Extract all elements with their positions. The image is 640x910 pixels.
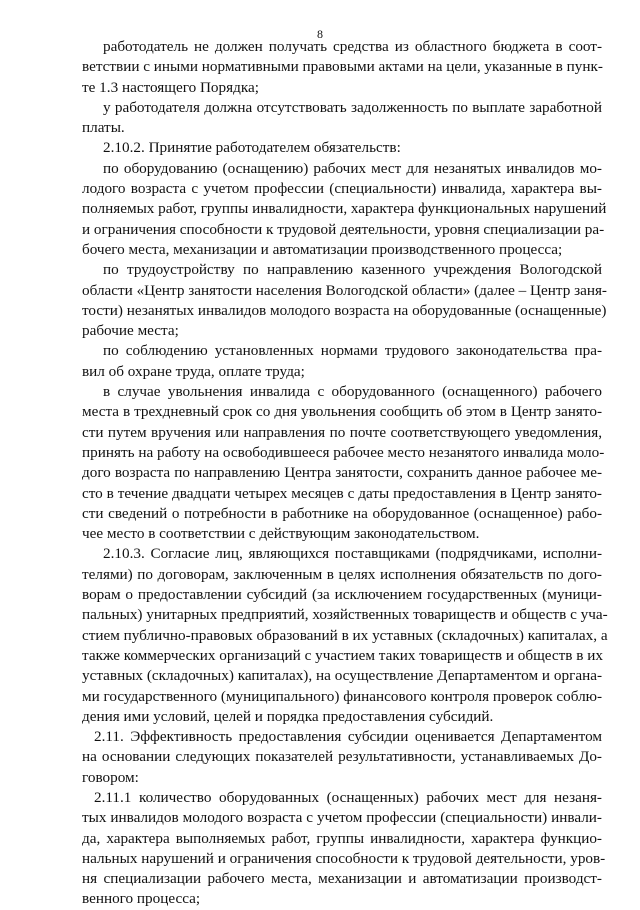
text-line: на основании следующих показателей результативности, устанавливаемых До- (82, 748, 602, 766)
text-line: стием публично-правовых образований в их уставных (складочных) капиталах, а (82, 626, 608, 644)
text-line: по соблюдению установленных нормами трудового законодательства пра- (103, 342, 602, 360)
text-line: сти сведений о потребности в работнике на оборудованное (оснащенное) рабо- (82, 504, 602, 522)
text-line: ветствии с иными нормативными правовыми актами на цели, указанные в пунк- (82, 58, 603, 76)
text-line: ня специализации рабочего места, механизации и автоматизации производст- (82, 870, 602, 888)
page-number: 8 (317, 27, 323, 41)
text-line: сто в течение двадцати четырех месяцев с даты предоставления в Центр занято- (82, 484, 602, 502)
text-line: нальных нарушений и ограничения способности к трудовой деятельности, уров- (82, 849, 606, 867)
text-line: дого возраста по направлению Центра занятости, сохранить данное рабочее ме- (82, 464, 602, 482)
text-line: дения ими условий, целей и порядка предоставления субсидий. (82, 707, 494, 725)
text-line: области «Центр занятости населения Вологодской области» (далее – Центр заня- (82, 281, 607, 299)
text-line: платы. (82, 119, 125, 137)
text-line: ворам о предоставлении субсидий (за исключением государственных (муници- (82, 586, 602, 604)
text-line: да, характера выполняемых работ, группы инвалидности, характера функцио- (82, 829, 602, 847)
text-line: чее место в соответствии с действующим законодательством. (82, 525, 480, 543)
text-line: тых инвалидов молодого возраста с учетом профессии (специальности) инвали- (82, 809, 602, 827)
text-line: уставных (складочных) капиталах), на осуществление Департаментом и органа- (82, 667, 602, 685)
text-line: ми государственного (муниципального) финансового контроля проверок соблю- (82, 687, 603, 705)
text-line: полняемых работ, группы инвалидности, характера функциональных нарушений (82, 200, 607, 218)
text-line: и ограничения способности к трудовой деятельности, уровня специализации ра- (82, 220, 605, 238)
text-line: бочего места, механизации и автоматизации производственного процесса; (82, 240, 563, 258)
text-line: венного процесса; (82, 890, 201, 908)
text-line: 2.11. Эффективность предоставления субсидии оценивается Департаментом (94, 728, 602, 746)
text-line: у работодателя должна отсутствовать задолженность по выплате заработной (103, 98, 602, 116)
text-line: 2.10.3. Согласие лиц, являющихся поставщиками (подрядчиками, исполни- (103, 545, 602, 563)
text-line: тости) незанятых инвалидов молодого возраста на оборудованные (оснащенные) (82, 301, 607, 319)
text-line: телями) по договорам, заключенным в целях исполнения обязательств по дого- (82, 565, 602, 583)
text-line: лодого возраста с учетом профессии (специальности) инвалида, характера вы- (82, 180, 602, 198)
text-line: сти путем вручения или направления по почте соответствующего уведомления, (82, 423, 602, 441)
text-line: работодатель не должен получать средства из областного бюджета в соот- (103, 38, 602, 55)
text-line: те 1.3 настоящего Порядка; (82, 78, 259, 96)
text-line: вил об охране труда, оплате труда; (82, 362, 305, 380)
text-line: говором: (82, 768, 139, 786)
text-line: по оборудованию (оснащению) рабочих мест для незанятых инвалидов мо- (103, 159, 602, 177)
text-line: пальных) унитарных предприятий, хозяйственных товариществ и обществ с уча- (82, 606, 608, 624)
text-line: 2.10.2. Принятие работодателем обязательств: (103, 139, 401, 157)
text-line: рабочие места; (82, 322, 179, 340)
text-line: принять на работу на освободившееся рабочее место незанятого инвалида моло- (82, 443, 605, 461)
document-body (82, 37, 608, 910)
text-line: места в трехдневный срок со дня увольнения сообщить об этом в Центр занято- (82, 403, 602, 421)
text-line: 2.11.1 количество оборудованных (оснащенных) рабочих мест для незаня- (94, 788, 602, 806)
text-line: также коммерческих организаций с участием таких товариществ и обществ в их (82, 646, 603, 664)
text-line: по трудоустройству по направлению казенного учреждения Вологодской (103, 261, 602, 279)
text-line: в случае увольнения инвалида с оборудованного (оснащенного) рабочего (103, 383, 602, 401)
